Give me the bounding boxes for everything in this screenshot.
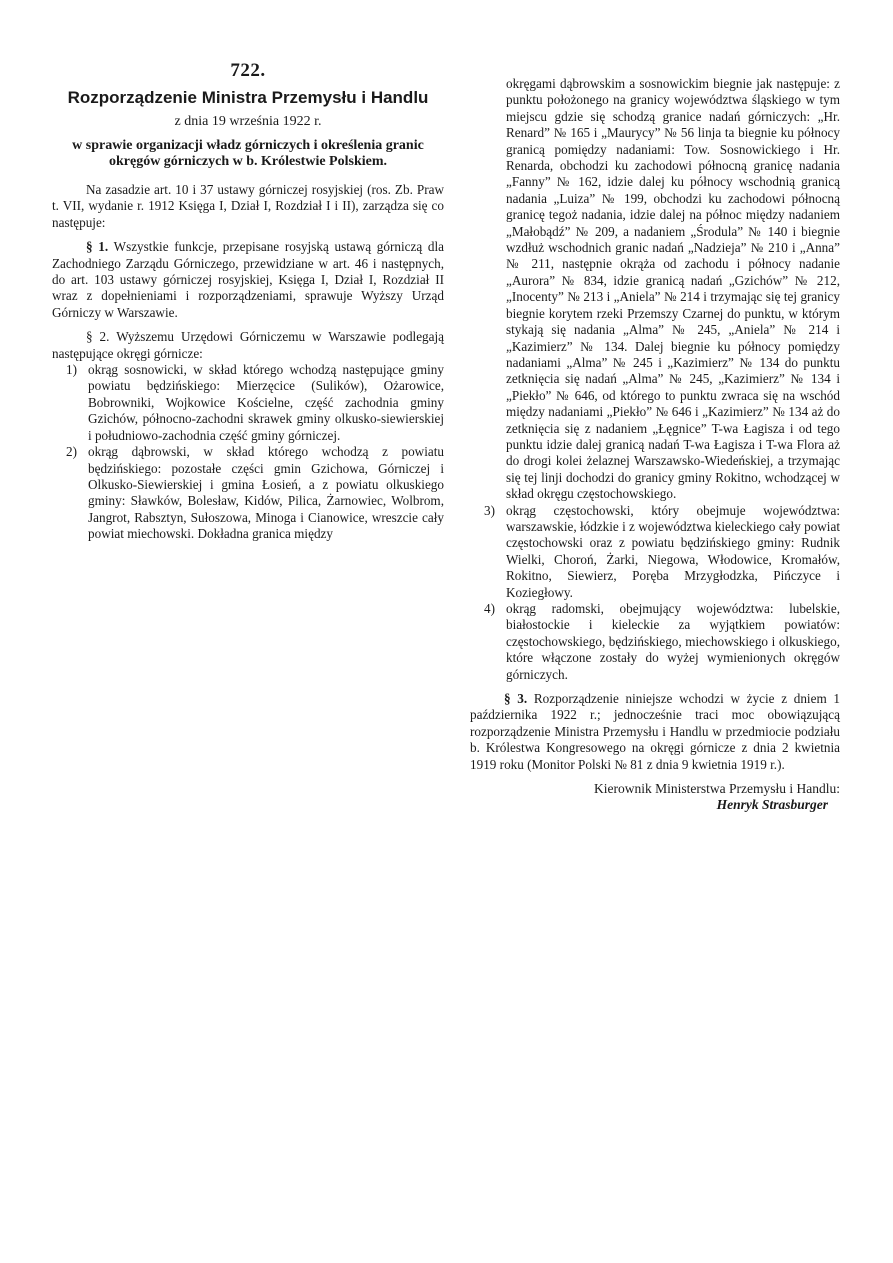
act-number: 722. [230,60,266,81]
section-3-text: Rozporządzenie niniejsze wchodzi w życie z dniem 1 października 1922 r.; jednocześnie traci moc obowiązującą rozporządzenie Ministra Przemysłu i Handlu w przedmiocie podziału b. Królestwa Kongresowego na okręgi górnicze z dnia 2 kwietnia 1919 roku (Monitor Polski № 81 z dnia 9 kwietnia 1919 r.). [470,691,841,772]
list-item-number: 1) [66,362,77,378]
right-column [470,76,840,813]
signature-name: Henryk Strasburger [716,797,828,813]
list-item [52,362,444,444]
act-date: z dnia 19 września 1922 r. [174,114,322,129]
list-item [470,503,840,601]
list-item-number: 3) [484,502,495,518]
section-3 [470,691,840,773]
list-item-text-continued: okręgami dąbrowskim a sosnowickim biegnie jak następuje: z punktu położonego na granicy województwa śląskiego w tym miejscu gdzie się schodzą granice nadań górniczych: „Hr. Renard” № 165 i „Maurycy” № 56 linja ta biegnie ku północy granicą pomiędzy nadaniami: Tow. Sosnowickiego i Hr. Renarda, obchodzi ku zachodowi północną granicę nadania „Fanny” № 162, idzie dalej ku północy wschodnią granicą nadania „Luiza” № 199, obchodzi ku zachodowi północną granicę tegoż nadania, idzie dalej na północ między nadaniem „Małobądź” № 209, a nadaniem „Środula” № 140 i biegnie wzdłuż wschodnich granic nadań „Nadzieja” № 210 i „Anna” № 211, następnie okrąża od zachodu i północy nadanie „Aurora” № 834, idzie granicą nadań „Gzichów” № 212, „Inocenty” № 213 i „Aniela” № 214 i trzymając się tej granicy biegnie korytem rzeki Przemszy Czarnej do punktu, w którym stykają się nadania „Alma” № 245, „Aniela” № 214 i „Kazimierz” № 134. Dalej biegnie ku północy pomiędzy nadaniami „Alma” № 245 i „Kazimierz” № 134 do punktu zetknięcia się nadań „Alma” № 245, „Kazimierz” № 134 i „Piekło” № 646, od którego to punktu zwraca się na wschód między nadaniami „Piekło” № 646 i „Kazimierz” № 134 aż do zetknięcia się z nadaniem „Łęgnice” T-wa Łagisza i od tego punktu idzie dalej granicą nadań T-wa Łagisza i T-wa Flora aż do drogi kolei żelaznej Warszawsko-Wiedeńskiej, a trzymając się tej linji dochodzi do granicy gminy Rokitno, wchodzącej w skład okręgu częstochowskiego. [506,76,840,502]
section-1-label: § 1. [86,239,109,255]
list-item-continued [470,76,840,503]
list-item-text: okrąg radomski, obejmujący województwa: lubelskie, białostockie i kieleckie za wyjątkiem powiatów: częstochowskiego, będzińskiego, miechowskiego i olkuskiego, które włączone zostały do wyżej wymienionych okręgów górniczych. [506,601,840,682]
list-item [470,601,840,683]
signature-title: Kierownik Ministerstwa Przemysłu i Handlu: [594,781,840,797]
list-item-text: okrąg dąbrowski, w skład którego wchodzą z powiatu będzińskiego: pozostałe części gmin Gzichowa, Górniczej i Olkusko-Siewierskiej i gmina Łosień, a z powiatu olkuskiego gminy: Sławków, Bolesław, Kidów, Pilica, Żarnowiec, Wolbrom, Jangrot, Rabsztyn, Sułoszowa, Minoga i Cianowice, wreszcie cały powiat miechowski. Dokładna granica między [88,444,444,542]
section-2-text: Wyższemu Urzędowi Górniczemu w Warszawie podlegają następujące okręgi górnicze: [52,329,445,361]
left-column [52,60,444,543]
section-3-label: § 3. [504,691,528,707]
list-item-text: okrąg częstochowski, który obejmuje województwa: warszawskie, łódzkie i z województwa kieleckiego cały powiat częstochowski oraz z powiatu będzińskiego gminy: Rudnik Wielki, Choroń, Żarki, Niegowa, Włodowice, Kromałów, Rokitno, Siewierz, Poręba Mrzygłodzka, Pińczyce i Koziegłowy. [506,502,840,600]
list-item-number: 2) [66,444,77,460]
act-subject: w sprawie organizacji władz górniczych i określenia granic okręgów górniczych w b. Królestwie Polskiem. [72,138,424,169]
list-item-text: okrąg sosnowicki, w skład którego wchodzą następujące gminy powiatu będzińskiego: Mierzęcice (Sulików), Ożarowice, Bobrowniki, Wojkowice Kościelne, część zachodnia gminy Gzichów, północno-zachodni skrawek gminy olkusko-siewierskiej i południowo-zachodnia część gminy górniczej. [88,362,444,443]
intro-paragraph: Na zasadzie art. 10 i 37 ustawy górniczej rosyjskiej (ros. Zb. Praw t. VII, wydanie r. 1912 Księga I, Dział I, Rozdział I i II), zarządza się co następuje: [52,182,444,230]
list-item-number: 4) [484,601,495,616]
section-2 [52,329,444,362]
list-item [52,444,444,542]
section-2-label: § 2. [86,329,110,345]
section-1-text: Wszystkie funkcje, przepisane rosyjską ustawą górniczą dla Zachodniego Zarządu Górniczego, przewidziane w art. 46 i następnych, do art. 103 ustawy górniczej rosyjskiej, Księga I, Dział I, Rozdział II wraz z dopełnieniami i rozporządzeniami, sprawuje Wyższy Urząd Górniczy w Warszawie. [52,239,444,320]
act-title: Rozporządzenie Ministra Przemysłu i Handlu [67,88,429,107]
section-1 [52,239,444,321]
